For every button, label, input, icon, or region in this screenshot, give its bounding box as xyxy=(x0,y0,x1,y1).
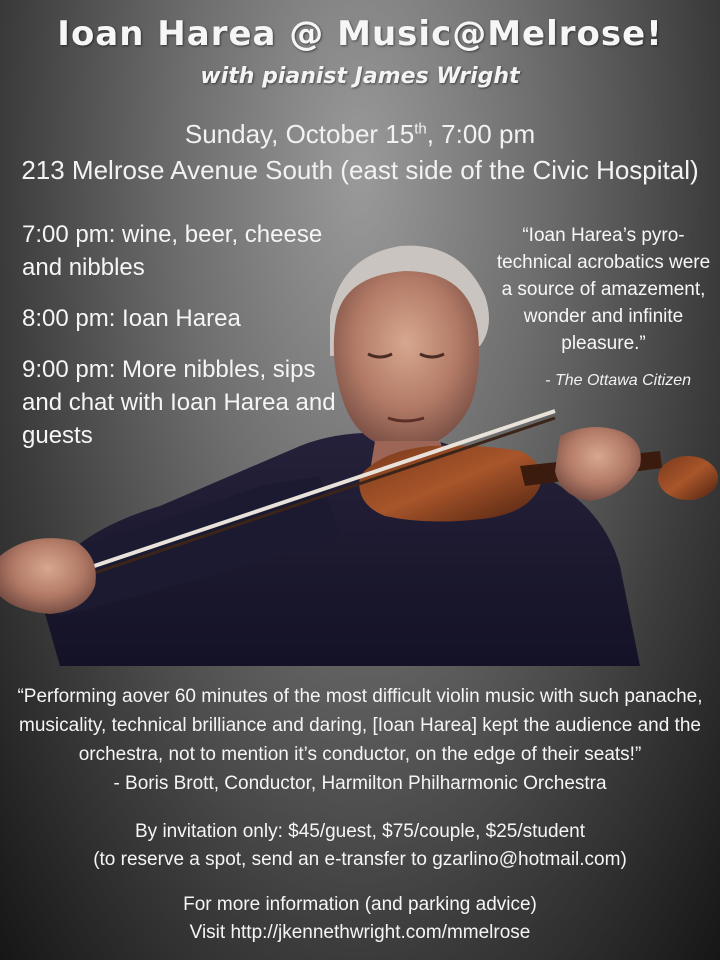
brott-quote-text: “Performing aover 60 minutes of the most difficult violin music with such panache, musicality, technical brilliance and daring, [Ioan Harea] kept the audience and the orchestra, not to mention it’s conductor, on the edge of their seats!” xyxy=(17,686,703,765)
more-info xyxy=(0,891,720,947)
reservation-line: (to reserve a spot, send an e-transfer to gzarlino@hotmail.com) xyxy=(93,849,627,870)
invitation-info xyxy=(0,818,720,874)
event-subtitle: with pianist James Wright xyxy=(200,64,520,89)
event-date-ordinal: th xyxy=(414,120,427,138)
citizen-quote: “Ioan Harea’s pyro-technical acrobatics were a source of amazement, wonder and infinite pleasure.” xyxy=(496,225,711,354)
brott-quote-source: - Boris Brott, Conductor, Harmilton Philharmonic Orchestra xyxy=(113,773,607,794)
more-info-line: For more information (and parking advice) xyxy=(183,894,537,915)
schedule-item: 8:00 pm: Ioan Harea xyxy=(22,305,241,332)
event-date-main: Sunday, October 15 xyxy=(184,119,415,149)
event-date-time: , 7:00 pm xyxy=(426,119,536,149)
event-date xyxy=(0,119,720,150)
pricing-line: By invitation only: $45/guest, $75/couple, $25/student xyxy=(135,821,585,842)
schedule-item: 7:00 pm: wine, beer, cheese and nibbles xyxy=(22,221,323,281)
schedule-item: 9:00 pm: More nibbles, sips and chat with Ioan Harea and guests xyxy=(22,356,336,449)
event-address: 213 Melrose Avenue South (east side of the Civic Hospital) xyxy=(21,155,699,185)
schedule-list xyxy=(22,218,362,470)
event-title: Ioan Harea @ Music@Melrose! xyxy=(57,14,663,54)
website-line: Visit http://jkennethwright.com/mmelrose xyxy=(189,922,531,943)
brott-quote xyxy=(0,682,720,798)
citizen-quote-source: - The Ottawa Citizen xyxy=(545,372,691,389)
